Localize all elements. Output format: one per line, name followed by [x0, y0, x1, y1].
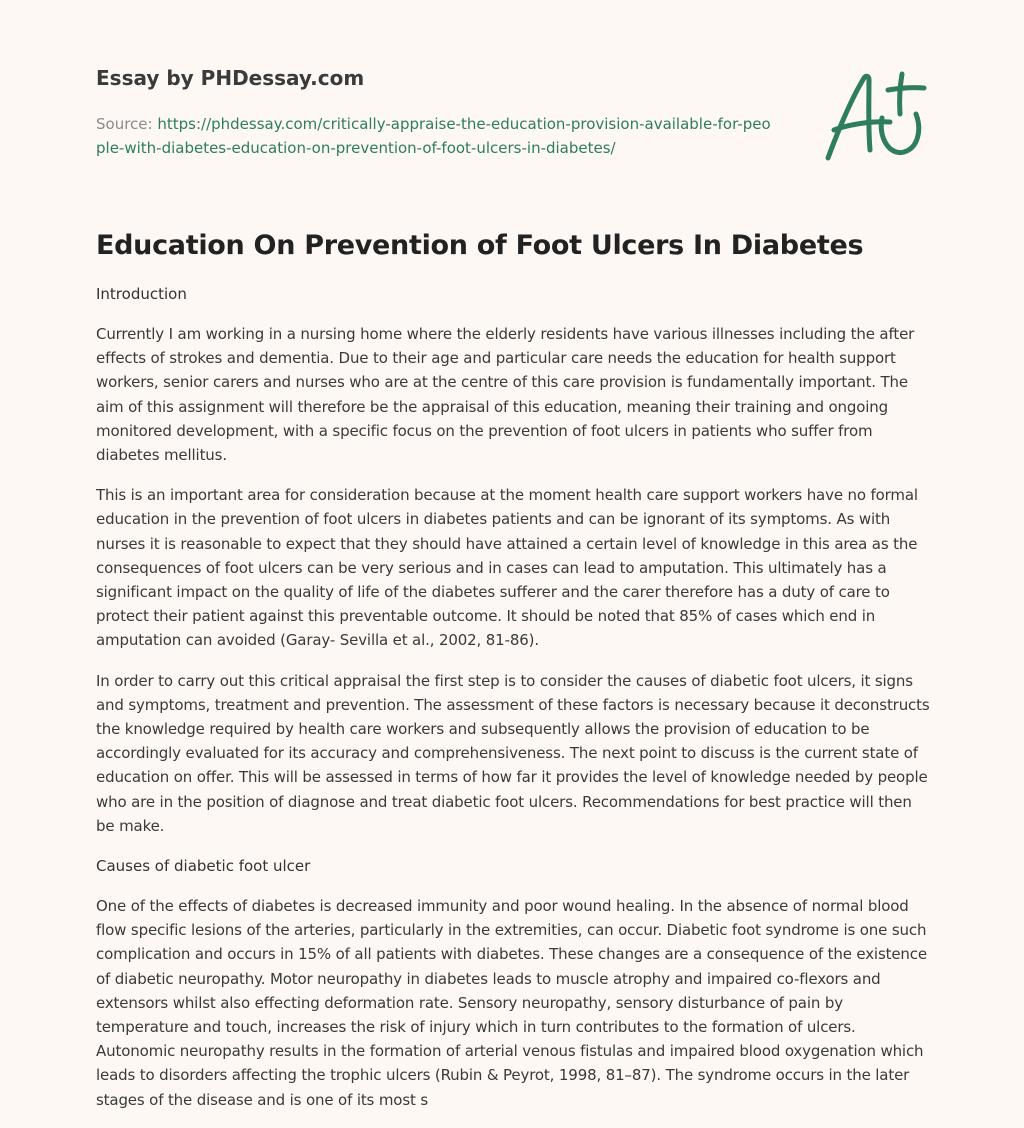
- source-label: Source:: [96, 115, 153, 133]
- site-title: Essay by PHDessay.com: [96, 66, 365, 90]
- page-header: [96, 64, 776, 160]
- essay-title: Education On Prevention of Foot Ulcers In Diabetes: [96, 230, 864, 261]
- source-line: [96, 112, 776, 160]
- section-heading-introduction: Introduction: [96, 285, 187, 303]
- a-plus-logo-icon: [820, 66, 930, 166]
- paragraph-1: Currently I am working in a nursing home where the elderly residents have various illnesses including the after effects of strokes and dementia. Due to their age and particular care needs the education for health support workers, senior carers and nurses who are at the centre of this care provision is fundamentally important. The aim of this assignment will therefore be the appraisal of this education, meaning their training and ongoing monitored development, with a specific focus on the prevention of foot ulcers in patients who suffer from diabetes mellitus.: [96, 325, 915, 465]
- paragraph-4: One of the effects of diabetes is decreased immunity and poor wound healing. In the absence of normal blood flow specific lesions of the arteries, particularly in the extremities, can occur. Diabetic foot syndrome is one such complication and occurs in 15% of all patients with diabetes. These changes are a consequence of the existence of diabetic neuropathy. Motor neuropathy in diabetes leads to muscle atrophy and impaired co-flexors and extensors whilst also effecting deformation rate. Sensory neuropathy, sensory disturbance of pain by temperature and touch, increases the risk of injury which in turn contributes to the formation of ulcers. Autonomic neuropathy results in the formation of arterial venous fistulas and impaired blood oxygenation which leads to disorders affecting the trophic ulcers (Rubin & Peyrot, 1998, 81–87). The syndrome occurs in the later stages of the disease and is one of its most s: [96, 897, 927, 1109]
- paragraph-2: This is an important area for consideration because at the moment health care support workers have no formal education in the prevention of foot ulcers in diabetes patients and can be ignorant of its symptoms. As with nurses it is reasonable to expect that they should have attained a certain level of knowledge in this area as the consequences of foot ulcers can be very serious and in cases can lead to amputation. This ultimately has a significant impact on the quality of life of the diabetes sufferer and the carer therefore has a duty of care to protect their patient against this preventable outcome. It should be noted that 85% of cases which end in amputation can avoided (Garay- Sevilla et al., 2002, 81-86).: [96, 486, 918, 650]
- section-heading-causes: Causes of diabetic foot ulcer: [96, 857, 311, 876]
- source-link[interactable]: https://phdessay.com/critically-appraise-the-education-provision-available-for-people-with-diabetes-education-on-prevention-of-foot-ulcers-in-diabetes/: [96, 115, 771, 157]
- a-plus-logo: [820, 66, 930, 166]
- essay-body: [96, 226, 932, 1128]
- paragraph-3: In order to carry out this critical appraisal the first step is to consider the causes of diabetic foot ulcers, it signs and symptoms, treatment and prevention. The assessment of these factors is necessary because it deconstructs the knowledge required by health care workers and subsequently allows the provision of education to be accordingly evaluated for its accuracy and comprehensiveness. The next point to discuss is the current state of education on offer. This will be assessed in terms of how far it provides the level of knowledge needed by people who are in the position of diagnose and treat diabetic foot ulcers. Recommendations for best practice will then be make.: [96, 671, 930, 835]
